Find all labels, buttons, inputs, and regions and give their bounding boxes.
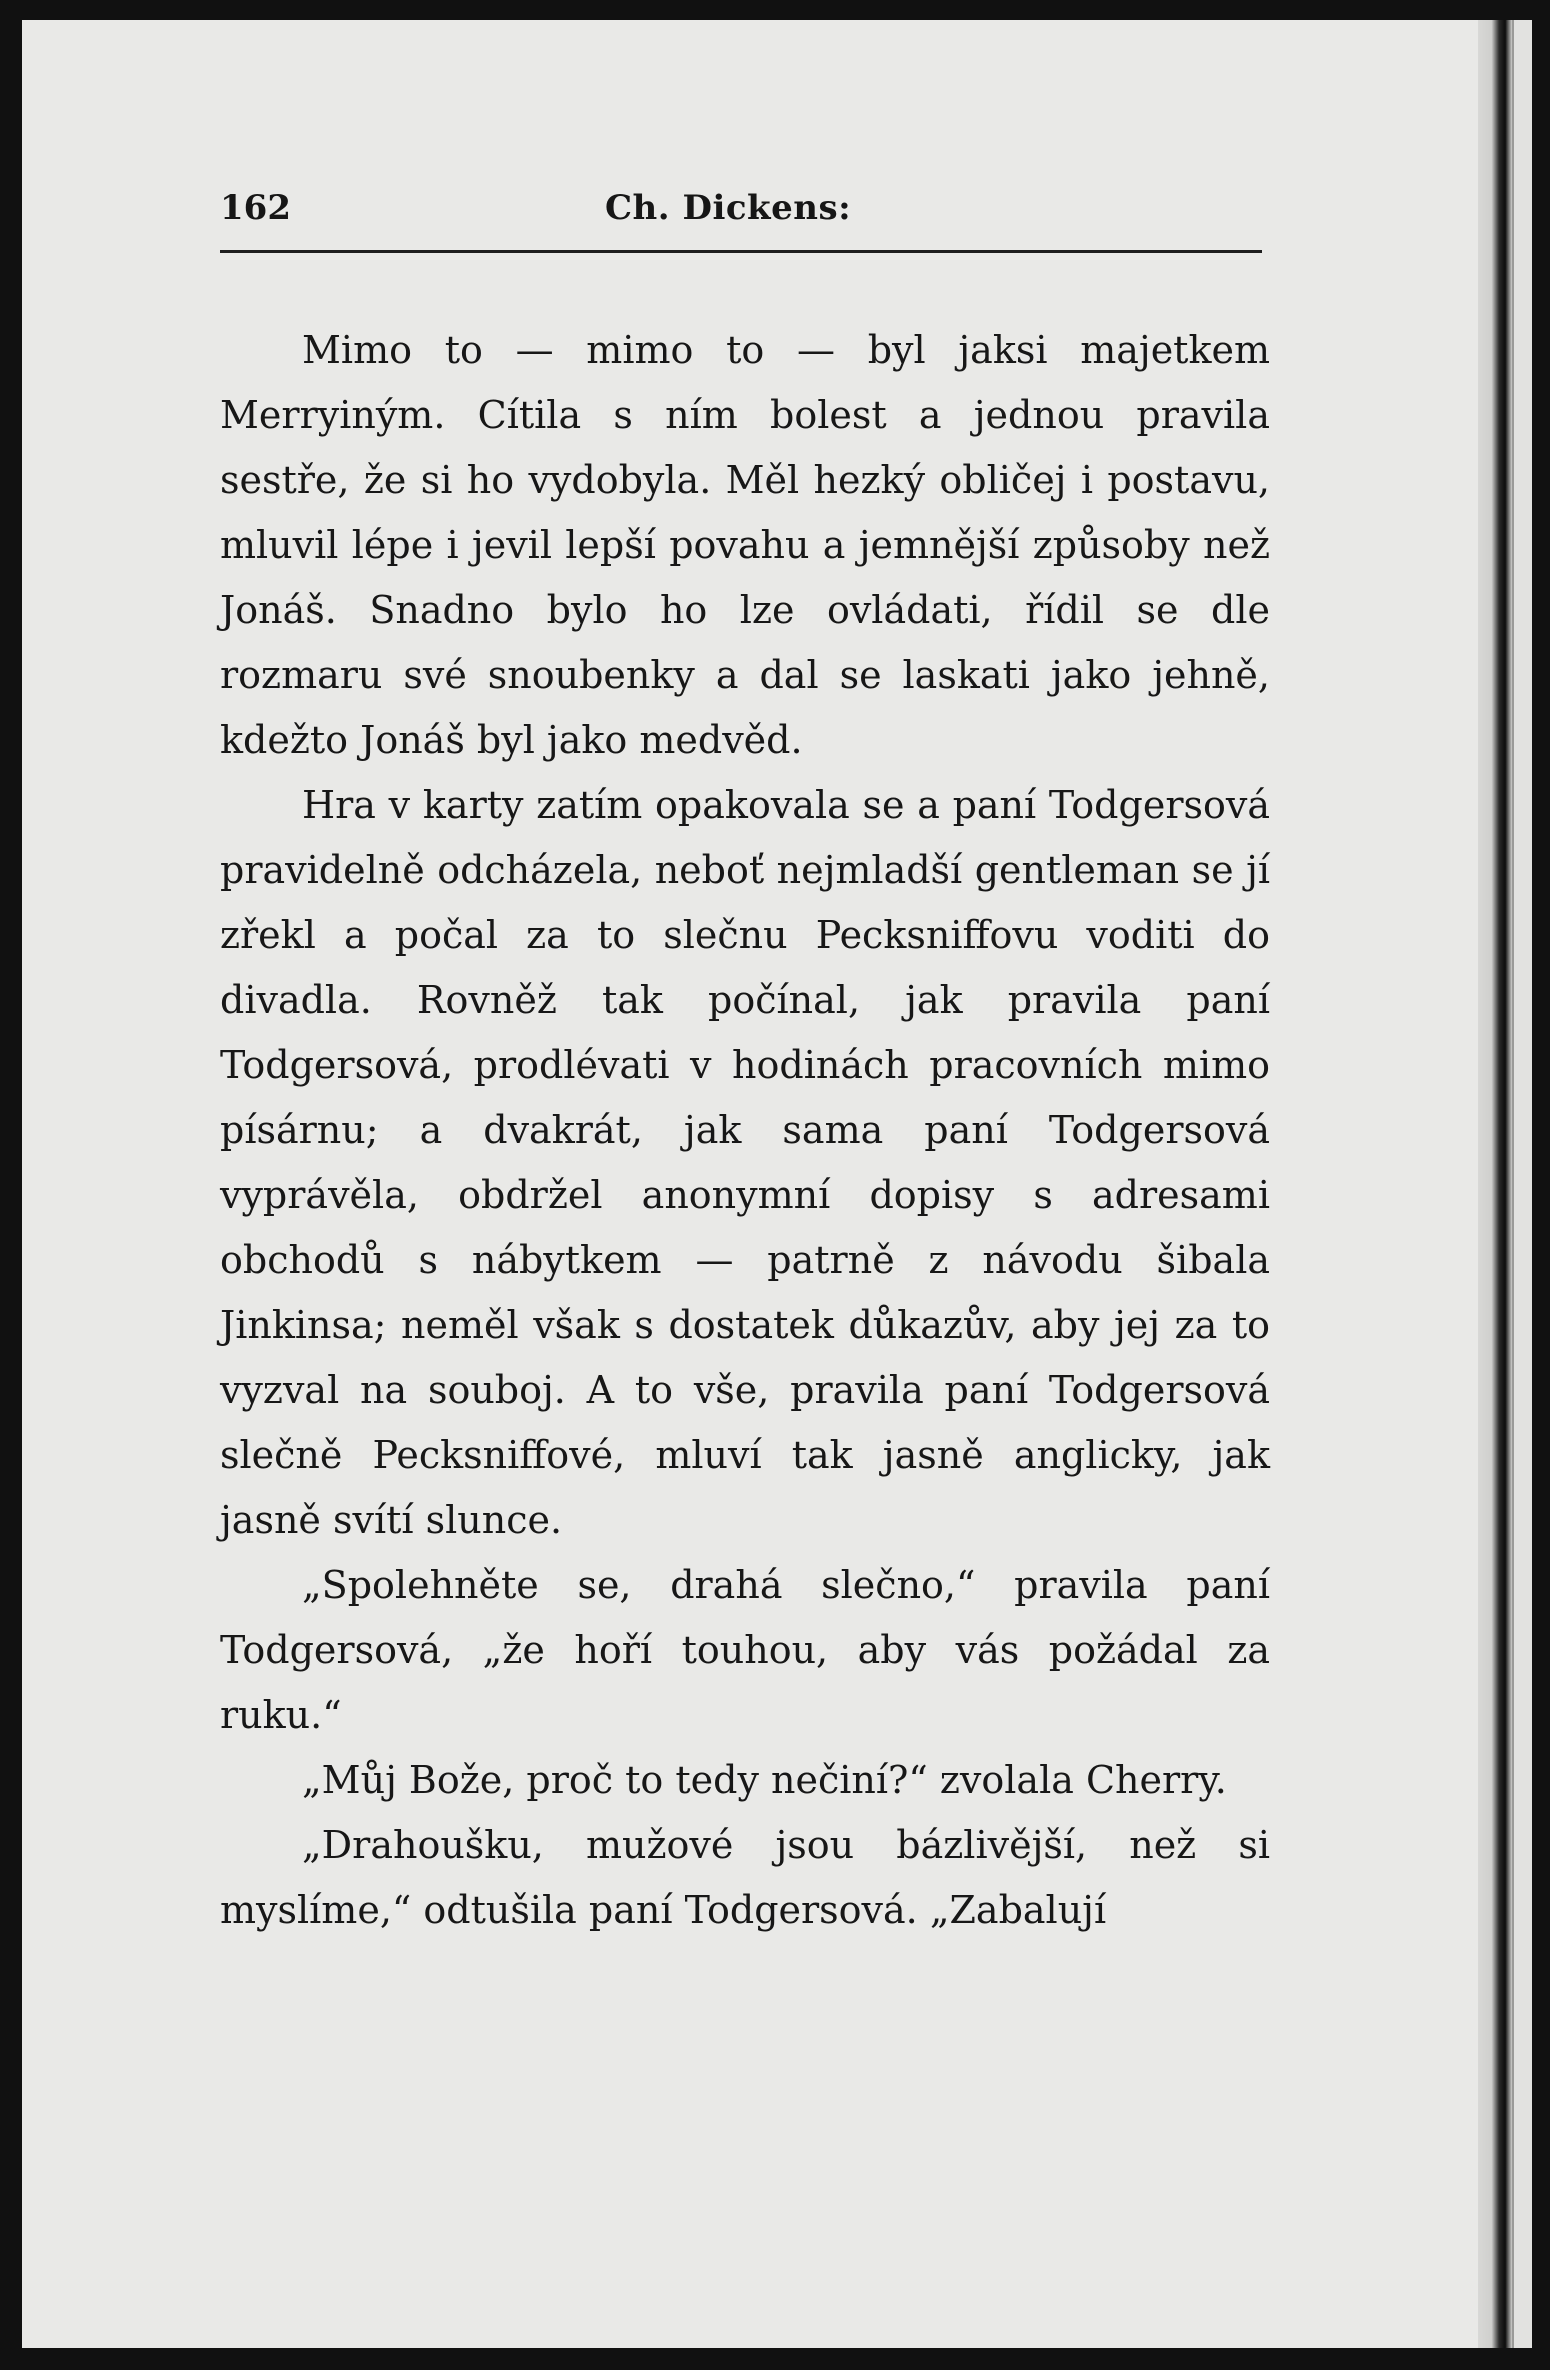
running-title: Ch. Dickens: — [605, 188, 852, 228]
running-header — [220, 188, 1260, 238]
page-number: 162 — [220, 188, 291, 228]
paragraph: „Můj Bože, proč to tedy nečiní?“ zvolala Cherry. — [302, 1758, 1227, 1802]
paragraph: Mimo to — mimo to — byl jaksi majetkem Merryiným. Cítila s ním bolest a jednou pravila sestře, že si ho vydobyla. Měl hezký obličej i postavu, mluvil lépe i jevil lepší povahu a jemnější způsoby než Jonáš. Snadno bylo ho lze ovládati, řídil se dle rozmaru své snoubenky a dal se laskati jako jehně, kdežto Jonáš byl jako medvěd. — [220, 328, 1270, 762]
body-text — [220, 318, 1270, 1943]
paragraph: „Drahoušku, mužové jsou bázlivější, než si myslíme,“ odtušila paní Todgersová. „Zabalují — [220, 1823, 1270, 1932]
book-binding-gutter — [1478, 20, 1512, 2348]
header-rule — [220, 250, 1262, 253]
paragraph: Hra v karty zatím opakovala se a paní Todgersová pravidelně odcházela, neboť nejmladší gentleman se jí zřekl a počal za to slečnu Pecksniffovu voditi do divadla. Rovněž tak počínal, jak pravila paní Todgersová, prodlévati v hodinách pracovních mimo písárnu; a dvakrát, jak sama paní Todgersová vyprávěla, obdržel anonymní dopisy s adresami obchodů s nábytkem — patrně z návodu šibala Jinkinsa; neměl však s dostatek důkazův, aby jej za to vyzval na souboj. A to vše, pravila paní Todgersová slečně Pecksniffové, mluví tak jasně anglicky, jak jasně svítí slunce. — [220, 783, 1270, 1542]
next-page-edge — [1512, 20, 1532, 2348]
paragraph: „Spolehněte se, drahá slečno,“ pravila paní Todgersová, „že hoří touhou, aby vás požádal za ruku.“ — [220, 1563, 1270, 1737]
